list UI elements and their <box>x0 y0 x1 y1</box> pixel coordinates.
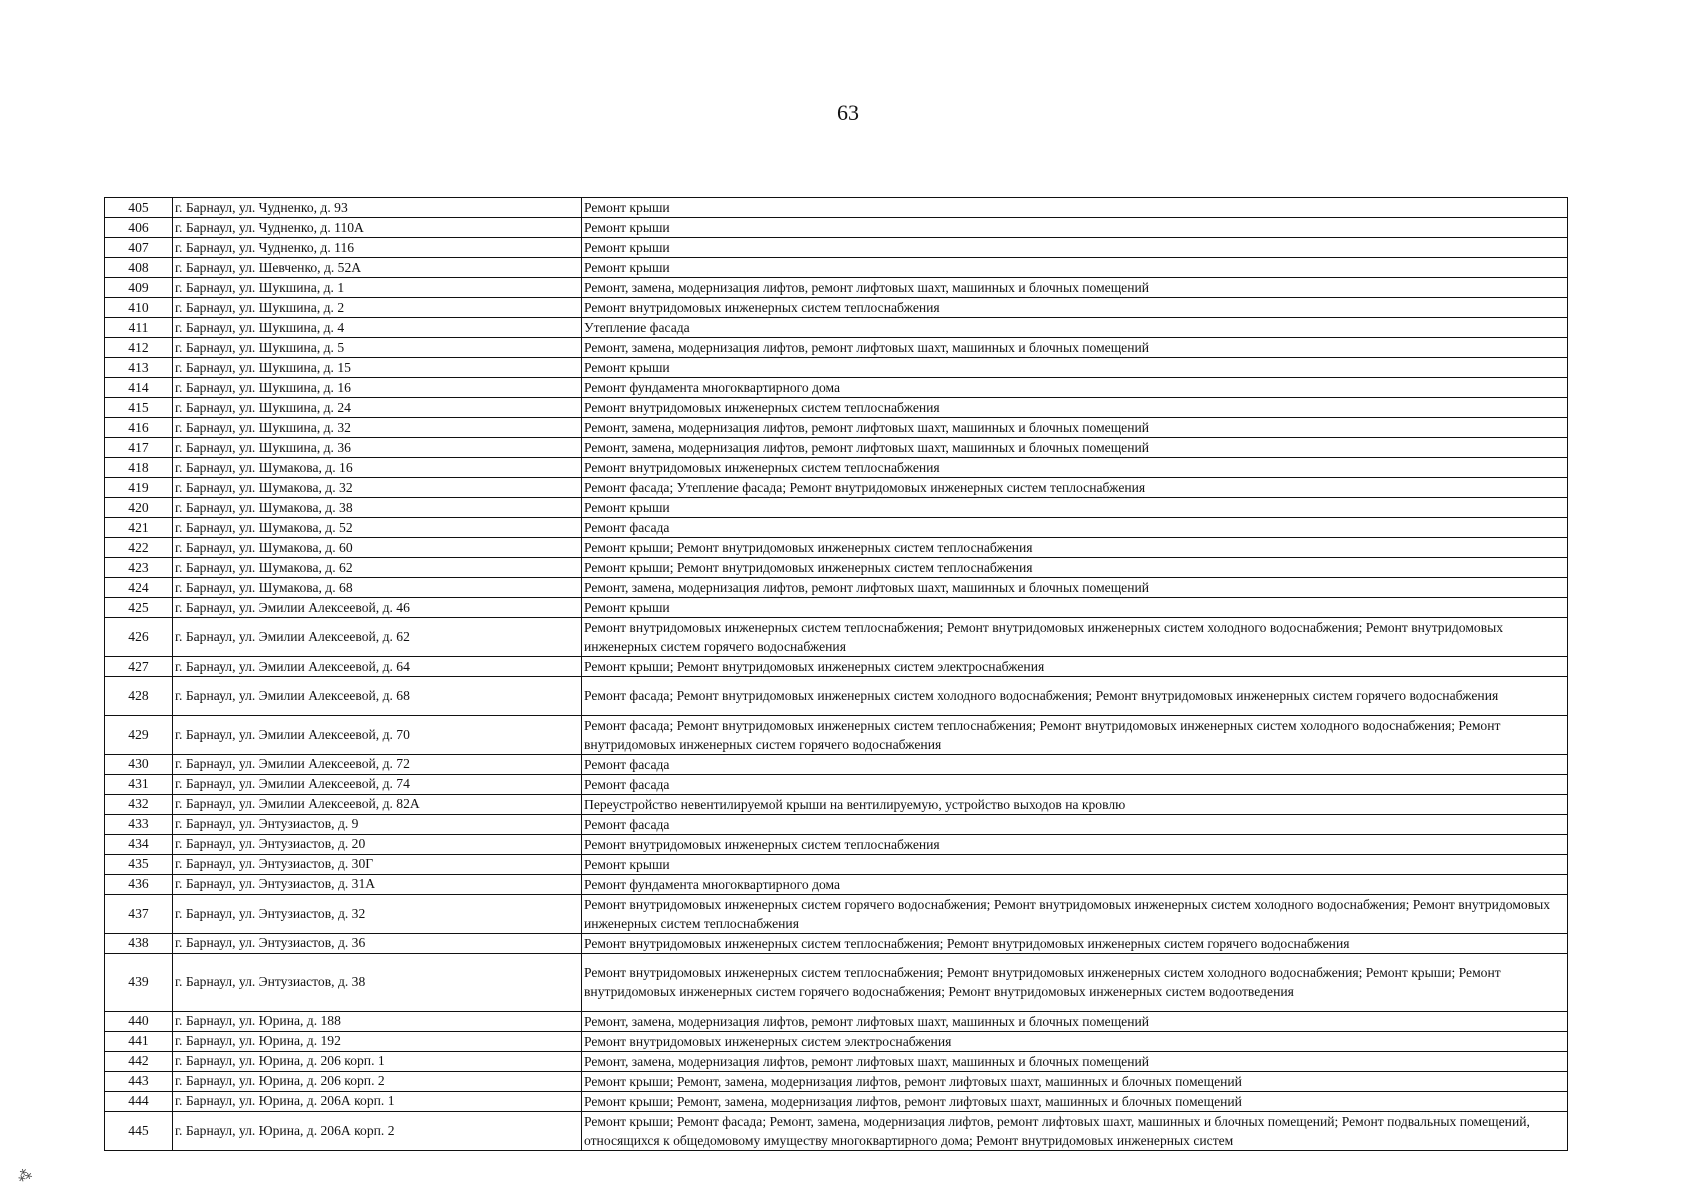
address-cell: г. Барнаул, ул. Шумакова, д. 52 <box>173 518 582 538</box>
address-cell: г. Барнаул, ул. Шумакова, д. 32 <box>173 478 582 498</box>
address-cell: г. Барнаул, ул. Шукшина, д. 32 <box>173 418 582 438</box>
table-row <box>105 238 1568 258</box>
address-cell: г. Барнаул, ул. Эмилии Алексеевой, д. 70 <box>173 715 582 754</box>
work-type-cell: Ремонт, замена, модернизация лифтов, ремонт лифтовых шахт, машинных и блочных помещений <box>582 438 1568 458</box>
row-number-cell: 444 <box>105 1091 173 1111</box>
row-number-cell: 422 <box>105 538 173 558</box>
work-type-cell: Ремонт внутридомовых инженерных систем горячего водоснабжения; Ремонт внутридомовых инженерных систем холодного водоснабжения; Ремонт внутридомовых инженерных систем теплоснабжения <box>582 894 1568 933</box>
work-type-cell: Ремонт крыши <box>582 854 1568 874</box>
address-cell: г. Барнаул, ул. Юрина, д. 192 <box>173 1031 582 1051</box>
address-cell: г. Барнаул, ул. Шукшина, д. 36 <box>173 438 582 458</box>
work-type-cell: Ремонт фасада <box>582 774 1568 794</box>
table-row <box>105 438 1568 458</box>
table-row <box>105 318 1568 338</box>
address-cell: г. Барнаул, ул. Шукшина, д. 16 <box>173 378 582 398</box>
address-cell: г. Барнаул, ул. Эмилии Алексеевой, д. 64 <box>173 657 582 677</box>
work-type-cell: Ремонт, замена, модернизация лифтов, ремонт лифтовых шахт, машинных и блочных помещений <box>582 1011 1568 1031</box>
table-row <box>105 478 1568 498</box>
table-row <box>105 418 1568 438</box>
work-type-cell: Ремонт фундамента многоквартирного дома <box>582 874 1568 894</box>
address-cell: г. Барнаул, ул. Эмилии Алексеевой, д. 82А <box>173 794 582 814</box>
work-type-cell: Ремонт внутридомовых инженерных систем теплоснабжения <box>582 834 1568 854</box>
row-number-cell: 442 <box>105 1051 173 1071</box>
table-row <box>105 298 1568 318</box>
address-cell: г. Барнаул, ул. Шукшина, д. 1 <box>173 278 582 298</box>
work-type-cell: Ремонт фасада; Ремонт внутридомовых инженерных систем холодного водоснабжения; Ремонт внутридомовых инженерных систем горячего водоснабжения <box>582 677 1568 716</box>
work-type-cell: Ремонт крыши <box>582 258 1568 278</box>
address-cell: г. Барнаул, ул. Шумакова, д. 62 <box>173 558 582 578</box>
row-number-cell: 406 <box>105 218 173 238</box>
table-row <box>105 518 1568 538</box>
row-number-cell: 441 <box>105 1031 173 1051</box>
table-row <box>105 618 1568 657</box>
row-number-cell: 418 <box>105 458 173 478</box>
address-cell: г. Барнаул, ул. Энтузиастов, д. 9 <box>173 814 582 834</box>
work-type-cell: Ремонт внутридомовых инженерных систем теплоснабжения; Ремонт внутридомовых инженерных систем холодного водоснабжения; Ремонт крыши; Ремонт внутридомовых инженерных систем горячего водоснабжения; Ремонт внутридомовых инженерных систем водоотведения <box>582 953 1568 1011</box>
table-row <box>105 358 1568 378</box>
work-type-cell: Ремонт внутридомовых инженерных систем теплоснабжения <box>582 458 1568 478</box>
work-type-cell: Ремонт внутридомовых инженерных систем теплоснабжения; Ремонт внутридомовых инженерных систем холодного водоснабжения; Ремонт внутридомовых инженерных систем горячего водоснабжения <box>582 618 1568 657</box>
address-cell: г. Барнаул, ул. Чудненко, д. 110А <box>173 218 582 238</box>
address-cell: г. Барнаул, ул. Эмилии Алексеевой, д. 74 <box>173 774 582 794</box>
row-number-cell: 420 <box>105 498 173 518</box>
work-type-cell: Ремонт, замена, модернизация лифтов, ремонт лифтовых шахт, машинных и блочных помещений <box>582 1051 1568 1071</box>
address-cell: г. Барнаул, ул. Шумакова, д. 38 <box>173 498 582 518</box>
address-cell: г. Барнаул, ул. Шукшина, д. 15 <box>173 358 582 378</box>
address-cell: г. Барнаул, ул. Эмилии Алексеевой, д. 46 <box>173 598 582 618</box>
work-type-cell: Ремонт крыши <box>582 238 1568 258</box>
address-cell: г. Барнаул, ул. Шукшина, д. 24 <box>173 398 582 418</box>
table-row <box>105 854 1568 874</box>
row-number-cell: 434 <box>105 834 173 854</box>
row-number-cell: 430 <box>105 754 173 774</box>
address-cell: г. Барнаул, ул. Шукшина, д. 4 <box>173 318 582 338</box>
address-cell: г. Барнаул, ул. Шукшина, д. 5 <box>173 338 582 358</box>
address-cell: г. Барнаул, ул. Юрина, д. 206 корп. 2 <box>173 1071 582 1091</box>
table-row <box>105 218 1568 238</box>
address-cell: г. Барнаул, ул. Юрина, д. 188 <box>173 1011 582 1031</box>
work-type-cell: Ремонт крыши; Ремонт внутридомовых инженерных систем теплоснабжения <box>582 538 1568 558</box>
row-number-cell: 413 <box>105 358 173 378</box>
row-number-cell: 415 <box>105 398 173 418</box>
row-number-cell: 408 <box>105 258 173 278</box>
row-number-cell: 440 <box>105 1011 173 1031</box>
work-type-cell: Ремонт, замена, модернизация лифтов, ремонт лифтовых шахт, машинных и блочных помещений <box>582 338 1568 358</box>
address-cell: г. Барнаул, ул. Шевченко, д. 52А <box>173 258 582 278</box>
row-number-cell: 424 <box>105 578 173 598</box>
row-number-cell: 405 <box>105 198 173 218</box>
row-number-cell: 412 <box>105 338 173 358</box>
table-row <box>105 398 1568 418</box>
table-row <box>105 198 1568 218</box>
table-row <box>105 894 1568 933</box>
row-number-cell: 436 <box>105 874 173 894</box>
work-type-cell: Ремонт крыши <box>582 498 1568 518</box>
address-cell: г. Барнаул, ул. Эмилии Алексеевой, д. 72 <box>173 754 582 774</box>
address-cell: г. Барнаул, ул. Юрина, д. 206А корп. 1 <box>173 1091 582 1111</box>
work-type-cell: Ремонт крыши <box>582 218 1568 238</box>
row-number-cell: 409 <box>105 278 173 298</box>
table-row <box>105 657 1568 677</box>
table-row <box>105 598 1568 618</box>
table-row <box>105 754 1568 774</box>
work-type-cell: Ремонт крыши <box>582 198 1568 218</box>
address-cell: г. Барнаул, ул. Шукшина, д. 2 <box>173 298 582 318</box>
row-number-cell: 426 <box>105 618 173 657</box>
table-row <box>105 578 1568 598</box>
address-cell: г. Барнаул, ул. Эмилии Алексеевой, д. 62 <box>173 618 582 657</box>
address-cell: г. Барнаул, ул. Энтузиастов, д. 31А <box>173 874 582 894</box>
address-cell: г. Барнаул, ул. Юрина, д. 206 корп. 1 <box>173 1051 582 1071</box>
row-number-cell: 437 <box>105 894 173 933</box>
row-number-cell: 417 <box>105 438 173 458</box>
row-number-cell: 445 <box>105 1111 173 1150</box>
table-row <box>105 558 1568 578</box>
table-row <box>105 933 1568 953</box>
table-row <box>105 715 1568 754</box>
table-row <box>105 1031 1568 1051</box>
address-cell: г. Барнаул, ул. Энтузиастов, д. 36 <box>173 933 582 953</box>
row-number-cell: 425 <box>105 598 173 618</box>
work-type-cell: Ремонт крыши; Ремонт, замена, модернизация лифтов, ремонт лифтовых шахт, машинных и блочных помещений <box>582 1091 1568 1111</box>
work-type-cell: Переустройство невентилируемой крыши на вентилируемую, устройство выходов на кровлю <box>582 794 1568 814</box>
address-cell: г. Барнаул, ул. Чудненко, д. 93 <box>173 198 582 218</box>
work-type-cell: Ремонт крыши; Ремонт внутридомовых инженерных систем электроснабжения <box>582 657 1568 677</box>
row-number-cell: 438 <box>105 933 173 953</box>
page-number: 63 <box>837 100 859 125</box>
row-number-cell: 433 <box>105 814 173 834</box>
row-number-cell: 439 <box>105 953 173 1011</box>
address-cell: г. Барнаул, ул. Шумакова, д. 60 <box>173 538 582 558</box>
row-number-cell: 427 <box>105 657 173 677</box>
table-row <box>105 774 1568 794</box>
scan-artifact: ⁂ <box>15 1167 35 1186</box>
table-row <box>105 794 1568 814</box>
work-type-cell: Ремонт крыши; Ремонт внутридомовых инженерных систем теплоснабжения <box>582 558 1568 578</box>
row-number-cell: 431 <box>105 774 173 794</box>
address-cell: г. Барнаул, ул. Чудненко, д. 116 <box>173 238 582 258</box>
work-type-cell: Ремонт крыши <box>582 598 1568 618</box>
table-row <box>105 538 1568 558</box>
address-cell: г. Барнаул, ул. Энтузиастов, д. 38 <box>173 953 582 1011</box>
address-cell: г. Барнаул, ул. Энтузиастов, д. 30Г <box>173 854 582 874</box>
row-number-cell: 414 <box>105 378 173 398</box>
work-type-cell: Ремонт внутридомовых инженерных систем теплоснабжения <box>582 298 1568 318</box>
row-number-cell: 443 <box>105 1071 173 1091</box>
table-row <box>105 338 1568 358</box>
table-row <box>105 834 1568 854</box>
work-type-cell: Ремонт крыши; Ремонт, замена, модернизация лифтов, ремонт лифтовых шахт, машинных и блочных помещений <box>582 1071 1568 1091</box>
row-number-cell: 410 <box>105 298 173 318</box>
work-type-cell: Ремонт крыши; Ремонт фасада; Ремонт, замена, модернизация лифтов, ремонт лифтовых шахт, машинных и блочных помещений; Ремонт подвальных помещений, относящихся к общедомовому имуществу многоквартирного дома; Ремонт внутридомовых инженерных систем <box>582 1111 1568 1150</box>
table-row <box>105 953 1568 1011</box>
work-type-cell: Ремонт, замена, модернизация лифтов, ремонт лифтовых шахт, машинных и блочных помещений <box>582 418 1568 438</box>
table-row <box>105 1011 1568 1031</box>
work-type-cell: Ремонт внутридомовых инженерных систем теплоснабжения <box>582 398 1568 418</box>
address-cell: г. Барнаул, ул. Шумакова, д. 68 <box>173 578 582 598</box>
work-type-cell: Ремонт фасада <box>582 518 1568 538</box>
table-row <box>105 378 1568 398</box>
table-row <box>105 1071 1568 1091</box>
table-row <box>105 1091 1568 1111</box>
work-type-cell: Ремонт, замена, модернизация лифтов, ремонт лифтовых шахт, машинных и блочных помещений <box>582 278 1568 298</box>
table-row <box>105 1111 1568 1150</box>
work-type-cell: Ремонт внутридомовых инженерных систем теплоснабжения; Ремонт внутридомовых инженерных систем горячего водоснабжения <box>582 933 1568 953</box>
row-number-cell: 416 <box>105 418 173 438</box>
row-number-cell: 421 <box>105 518 173 538</box>
row-number-cell: 407 <box>105 238 173 258</box>
row-number-cell: 423 <box>105 558 173 578</box>
work-type-cell: Ремонт фундамента многоквартирного дома <box>582 378 1568 398</box>
table-row <box>105 814 1568 834</box>
address-cell: г. Барнаул, ул. Шумакова, д. 16 <box>173 458 582 478</box>
table-row <box>105 1051 1568 1071</box>
row-number-cell: 432 <box>105 794 173 814</box>
work-type-cell: Ремонт фасада <box>582 814 1568 834</box>
row-number-cell: 429 <box>105 715 173 754</box>
work-type-cell: Ремонт крыши <box>582 358 1568 378</box>
row-number-cell: 435 <box>105 854 173 874</box>
work-type-cell: Ремонт фасада; Ремонт внутридомовых инженерных систем теплоснабжения; Ремонт внутридомовых инженерных систем холодного водоснабжения; Ремонт внутридомовых инженерных систем горячего водоснабжения <box>582 715 1568 754</box>
address-cell: г. Барнаул, ул. Энтузиастов, д. 32 <box>173 894 582 933</box>
table-row <box>105 458 1568 478</box>
address-cell: г. Барнаул, ул. Энтузиастов, д. 20 <box>173 834 582 854</box>
table-row <box>105 258 1568 278</box>
address-cell: г. Барнаул, ул. Эмилии Алексеевой, д. 68 <box>173 677 582 716</box>
table-row <box>105 874 1568 894</box>
row-number-cell: 428 <box>105 677 173 716</box>
table-row <box>105 498 1568 518</box>
repair-schedule-table <box>104 197 1568 1151</box>
work-type-cell: Ремонт фасада <box>582 754 1568 774</box>
work-type-cell: Ремонт, замена, модернизация лифтов, ремонт лифтовых шахт, машинных и блочных помещений <box>582 578 1568 598</box>
work-type-cell: Ремонт внутридомовых инженерных систем электроснабжения <box>582 1031 1568 1051</box>
work-type-cell: Утепление фасада <box>582 318 1568 338</box>
row-number-cell: 411 <box>105 318 173 338</box>
work-type-cell: Ремонт фасада; Утепление фасада; Ремонт внутридомовых инженерных систем теплоснабжения <box>582 478 1568 498</box>
table-row <box>105 677 1568 716</box>
table-row <box>105 278 1568 298</box>
row-number-cell: 419 <box>105 478 173 498</box>
address-cell: г. Барнаул, ул. Юрина, д. 206А корп. 2 <box>173 1111 582 1150</box>
